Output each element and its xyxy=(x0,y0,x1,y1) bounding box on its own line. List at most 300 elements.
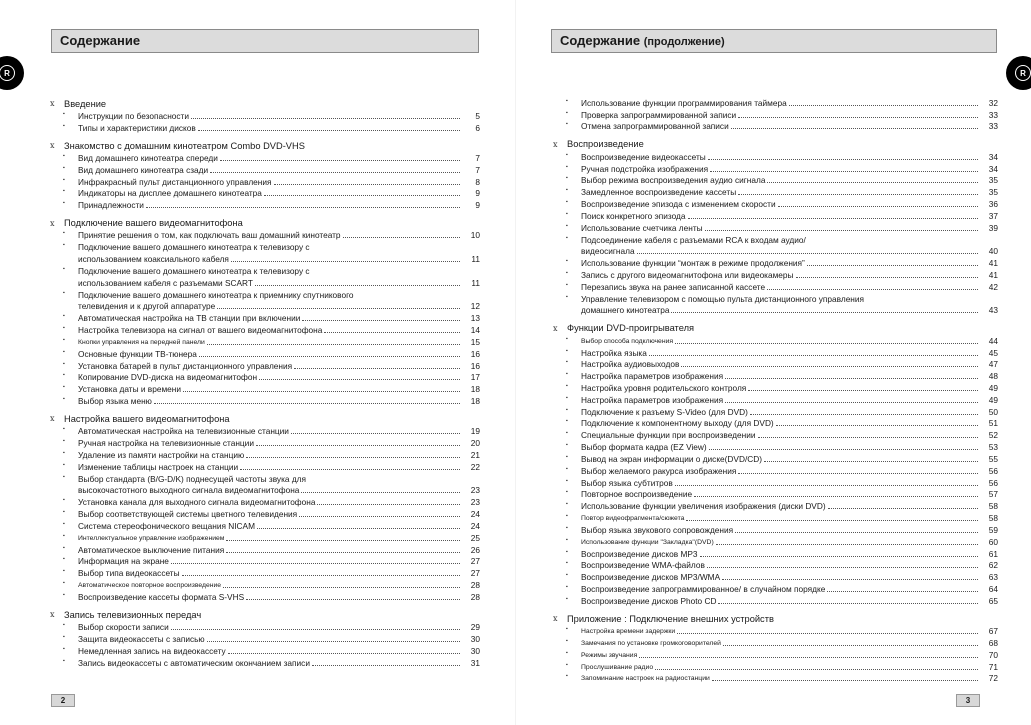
entry-page-number: 61 xyxy=(988,548,998,559)
section-title-label: Введение xyxy=(64,98,107,109)
toc-entry[interactable] xyxy=(63,567,480,579)
entry-label: Повтор видеофрагмента/сюжета xyxy=(581,515,685,523)
section-title xyxy=(553,138,998,151)
entry-page-number: 11 xyxy=(471,254,480,265)
dot-leader xyxy=(807,265,978,266)
dot-leader xyxy=(291,433,460,434)
section-title xyxy=(50,97,480,110)
toc-entry[interactable] xyxy=(63,633,480,645)
dot-leader xyxy=(677,633,978,634)
dot-leader xyxy=(671,312,978,313)
dot-leader xyxy=(324,332,460,333)
toc-entry[interactable] xyxy=(566,441,998,453)
dot-leader xyxy=(758,437,979,438)
entry-bullet-icon: ▪ xyxy=(63,532,65,539)
entry-label: Использование функции увеличения изображения (диски DVD) xyxy=(581,501,826,512)
entry-page-number: 17 xyxy=(470,372,480,383)
dot-leader xyxy=(259,379,460,380)
entry-label: Немедленная запись на видеокассету xyxy=(78,645,226,656)
entry-page-number: 41 xyxy=(988,258,998,269)
toc-entry[interactable] xyxy=(566,210,998,222)
entry-bullet-icon: ▪ xyxy=(566,222,568,229)
entry-label: Повторное воспроизведение xyxy=(581,489,693,500)
entry-label: Установка канала для выходного сигнала видеомагнитофона xyxy=(78,497,316,508)
toc-entry[interactable] xyxy=(63,176,480,188)
toc-entry[interactable] xyxy=(63,188,480,200)
entry-page-number: 56 xyxy=(988,477,998,488)
table-of-contents xyxy=(50,97,480,674)
entry-label: Принятие решения о том, как подключать ваш домашний кинотеатр xyxy=(78,230,341,241)
dot-leader xyxy=(637,253,978,254)
entry-label: Воспроизведение видеокассеты xyxy=(581,151,706,162)
entry-page-number: 39 xyxy=(988,222,998,233)
section-bullet-icon: x xyxy=(553,614,558,624)
section-title-label: Функции DVD-проигрывателя xyxy=(567,323,695,334)
toc-entry-continuation[interactable] xyxy=(78,277,480,289)
dot-leader xyxy=(343,237,460,238)
dot-leader xyxy=(198,130,460,131)
entry-page-number: 71 xyxy=(988,661,998,672)
dot-leader xyxy=(707,567,978,568)
toc-entry[interactable] xyxy=(63,425,480,437)
toc-entry[interactable] xyxy=(566,234,998,246)
entry-bullet-icon: ▪ xyxy=(566,442,568,449)
toc-entry[interactable] xyxy=(63,437,480,449)
entry-label: Автоматическая настройка на ТВ станции при включении xyxy=(78,313,301,324)
entry-page-number: 35 xyxy=(988,187,998,198)
toc-entry[interactable] xyxy=(63,241,480,253)
entry-bullet-icon: ▪ xyxy=(566,560,568,567)
toc-item-list xyxy=(63,425,480,602)
entry-page-number: 14 xyxy=(470,325,480,336)
dot-leader xyxy=(694,496,978,497)
entry-bullet-icon: ▪ xyxy=(566,109,568,116)
toc-entry[interactable] xyxy=(63,579,480,591)
dot-leader xyxy=(228,653,460,654)
dot-leader xyxy=(246,457,460,458)
entry-page-number: 37 xyxy=(988,210,998,221)
dot-leader xyxy=(789,105,978,106)
entry-page-number: 10 xyxy=(470,230,480,241)
dot-leader xyxy=(220,160,460,161)
dot-leader xyxy=(199,356,460,357)
entry-label: Ручная подстройка изображения xyxy=(581,163,709,174)
toc-entry[interactable] xyxy=(63,591,480,603)
toc-entry[interactable] xyxy=(566,418,998,430)
dot-leader xyxy=(796,277,978,278)
entry-label: Воспроизведение дисков Photo CD xyxy=(581,595,717,606)
entry-bullet-icon: ▪ xyxy=(63,242,65,249)
entry-page-number: 52 xyxy=(988,430,998,441)
dot-leader xyxy=(317,504,460,505)
entry-label: Воспроизведение WMA-файлов xyxy=(581,560,705,571)
entry-label: Использование функции “монтаж в режиме продолжения” xyxy=(581,258,805,269)
toc-entry[interactable] xyxy=(63,348,480,360)
toc-entry[interactable] xyxy=(566,97,998,109)
entry-page-number: 36 xyxy=(988,199,998,210)
toc-entry[interactable] xyxy=(566,649,998,661)
section-title xyxy=(553,612,998,625)
entry-label: Интеллектуальное управление изображением xyxy=(78,534,225,542)
dot-leader xyxy=(778,206,978,207)
dot-leader xyxy=(231,261,460,262)
toc-entry[interactable] xyxy=(63,230,480,242)
section-bullet-icon: x xyxy=(553,139,558,149)
entry-page-number: 23 xyxy=(470,497,480,508)
toc-entry[interactable] xyxy=(63,199,480,211)
dot-leader xyxy=(639,657,978,658)
toc-entry[interactable] xyxy=(566,548,998,560)
entry-label: Индикаторы на дисплее домашнего кинотеатра xyxy=(78,188,262,199)
entry-bullet-icon: ▪ xyxy=(566,383,568,389)
entry-bullet-icon: ▪ xyxy=(63,461,65,468)
toc-entry[interactable] xyxy=(63,360,480,372)
toc-item-list xyxy=(63,230,480,407)
entry-page-number: 12 xyxy=(470,301,480,312)
toc-entry[interactable] xyxy=(566,175,998,187)
entry-bullet-icon: ▪ xyxy=(566,97,568,104)
section-title xyxy=(553,322,998,335)
dot-leader xyxy=(705,230,978,231)
dot-leader xyxy=(154,403,460,404)
toc-section xyxy=(553,97,998,132)
entry-page-number: 8 xyxy=(475,176,480,187)
toc-item-list xyxy=(566,97,998,132)
toc-entry[interactable] xyxy=(63,508,480,520)
entry-bullet-icon: ▪ xyxy=(63,544,65,551)
entry-label: Настройка времени задержки xyxy=(581,628,676,636)
toc-entry[interactable] xyxy=(566,370,998,382)
entry-label: Выбор способа подключения xyxy=(581,337,674,345)
entry-bullet-icon: ▪ xyxy=(566,477,568,484)
entry-page-number: 60 xyxy=(988,536,998,547)
toc-entry[interactable] xyxy=(566,477,998,489)
entry-bullet-icon: ▪ xyxy=(566,371,568,378)
toc-entry[interactable] xyxy=(566,382,998,394)
dot-leader xyxy=(735,532,978,533)
entry-label: Инфракрасный пульт дистанционного управления xyxy=(78,176,272,187)
entry-page-number: 16 xyxy=(470,360,480,371)
entry-page-number: 68 xyxy=(988,637,998,648)
toc-entry[interactable] xyxy=(63,372,480,384)
toc-section xyxy=(553,138,998,317)
entry-bullet-icon: ▪ xyxy=(566,637,568,644)
toc-entry[interactable] xyxy=(566,163,998,175)
entry-label: Воспроизведение запрограммированное/ в случайном порядке xyxy=(581,584,826,595)
entry-page-number: 59 xyxy=(988,524,998,535)
entry-bullet-icon: ▪ xyxy=(566,359,568,366)
toc-entry[interactable] xyxy=(566,637,998,649)
entry-page-number: 65 xyxy=(988,595,998,606)
toc-entry[interactable] xyxy=(63,395,480,407)
toc-entry[interactable] xyxy=(566,394,998,406)
page-number: 3 xyxy=(956,694,980,707)
entry-label: Выбор языка меню xyxy=(78,396,152,406)
entry-page-number: 6 xyxy=(475,122,480,133)
toc-entry[interactable] xyxy=(63,152,480,164)
entry-bullet-icon: ▪ xyxy=(566,661,568,668)
entry-bullet-icon: ▪ xyxy=(63,313,65,320)
dot-leader xyxy=(255,285,460,286)
entry-bullet-icon: ▪ xyxy=(566,258,568,265)
table-of-contents xyxy=(553,97,998,690)
toc-entry[interactable] xyxy=(63,657,480,669)
entry-bullet-icon: ▪ xyxy=(63,520,65,527)
toc-entry[interactable] xyxy=(566,281,998,293)
entry-label: Система стереофонического вещания NICAM xyxy=(78,520,255,531)
entry-page-number: 28 xyxy=(470,579,480,590)
toc-entry[interactable] xyxy=(566,186,998,198)
dot-leader xyxy=(312,665,460,666)
dot-leader xyxy=(725,378,978,379)
dot-leader xyxy=(207,344,460,345)
toc-entry[interactable] xyxy=(566,429,998,441)
entry-bullet-icon: ▪ xyxy=(566,673,568,680)
dot-leader xyxy=(257,528,460,529)
entry-label: Перезапись звука на ранее записанной кассете xyxy=(581,281,766,292)
entry-bullet-icon: ▪ xyxy=(63,645,65,652)
toc-section xyxy=(50,412,480,602)
toc-entry[interactable] xyxy=(63,383,480,395)
toc-entry-continuation[interactable] xyxy=(78,253,480,265)
entry-bullet-icon: ▪ xyxy=(566,151,568,158)
entry-label: Управление телевизором с помощью пульта дистанционного управления xyxy=(581,293,865,304)
toc-entry[interactable] xyxy=(63,110,480,122)
entry-page-number: 50 xyxy=(988,406,998,417)
toc-entry[interactable] xyxy=(566,512,998,524)
entry-label: Типы и характеристики дисков xyxy=(78,122,196,133)
section-bullet-icon: x xyxy=(50,610,55,620)
dot-leader xyxy=(217,308,460,309)
entry-label: Автоматическая настройка на телевизионные станции xyxy=(78,426,289,437)
entry-page-number: 35 xyxy=(988,175,998,186)
dot-leader xyxy=(299,516,460,517)
dot-leader xyxy=(226,540,460,541)
dot-leader xyxy=(686,520,978,521)
entry-bullet-icon: ▪ xyxy=(566,453,568,460)
entry-bullet-icon: ▪ xyxy=(63,265,65,272)
entry-page-number: 30 xyxy=(470,633,480,644)
toc-entry[interactable] xyxy=(63,164,480,176)
entry-label: Удаление из памяти настройки на станцию xyxy=(78,449,245,460)
toc-entry-continuation[interactable] xyxy=(78,301,480,313)
toc-entry[interactable] xyxy=(566,625,998,637)
toc-entry[interactable] xyxy=(566,489,998,501)
toc-entry[interactable] xyxy=(566,121,998,133)
entry-label: Инструкции по безопасности xyxy=(78,110,189,121)
dot-leader xyxy=(226,552,460,553)
dot-leader xyxy=(146,207,460,208)
toc-entry[interactable] xyxy=(566,293,998,305)
entry-page-number: 63 xyxy=(988,572,998,583)
entry-page-number: 53 xyxy=(988,442,998,453)
dot-leader xyxy=(731,128,978,129)
entry-page-number: 19 xyxy=(470,426,480,437)
toc-item-list xyxy=(566,335,998,607)
entry-page-number: 67 xyxy=(988,626,998,637)
toc-entry[interactable] xyxy=(63,265,480,277)
toc-entry[interactable] xyxy=(566,359,998,371)
toc-entry[interactable] xyxy=(63,496,480,508)
toc-entry[interactable] xyxy=(566,661,998,673)
entry-bullet-icon: ▪ xyxy=(566,175,568,182)
entry-label: Воспроизведение дисков MP3 xyxy=(581,548,698,559)
entry-page-number: 42 xyxy=(988,281,998,292)
dot-leader xyxy=(828,508,978,509)
toc-entry[interactable] xyxy=(63,122,480,134)
toc-section xyxy=(553,612,998,684)
dot-leader xyxy=(827,591,978,592)
entry-page-number: 29 xyxy=(470,622,480,633)
entry-bullet-icon: ▪ xyxy=(566,163,568,170)
entry-label: Кнопки управления на передней панели xyxy=(78,338,205,346)
entry-label: Воспроизведение эпизода с изменением скорости xyxy=(581,199,776,210)
toc-entry[interactable] xyxy=(566,595,998,607)
toc-entry[interactable] xyxy=(566,335,998,347)
toc-entry[interactable] xyxy=(566,222,998,234)
entry-bullet-icon: ▪ xyxy=(63,556,65,563)
entry-bullet-icon: ▪ xyxy=(566,524,568,531)
toc-entry[interactable] xyxy=(63,461,480,473)
entry-label: Режимы звучания xyxy=(581,651,638,659)
toc-section xyxy=(553,322,998,607)
entry-bullet-icon: ▪ xyxy=(566,536,568,543)
entry-page-number: 48 xyxy=(988,371,998,382)
toc-entry[interactable] xyxy=(566,560,998,572)
entry-label: Использование функции "Закладка"(DVD) xyxy=(581,538,714,546)
dot-leader xyxy=(748,390,978,391)
toc-entry[interactable] xyxy=(566,347,998,359)
toc-entry[interactable] xyxy=(566,109,998,121)
toc-entry[interactable] xyxy=(566,583,998,595)
region-badge-icon: R xyxy=(0,56,24,90)
entry-page-number: 56 xyxy=(988,465,998,476)
dot-leader xyxy=(776,425,978,426)
entry-bullet-icon: ▪ xyxy=(63,152,65,159)
toc-entry[interactable] xyxy=(63,324,480,336)
entry-page-number: 9 xyxy=(475,188,480,199)
entry-page-number: 49 xyxy=(988,394,998,405)
entry-page-number: 21 xyxy=(470,449,480,460)
entry-bullet-icon: ▪ xyxy=(63,497,65,504)
entry-label: Замечания по установке громкоговорителей xyxy=(581,639,721,647)
toc-entry[interactable] xyxy=(566,524,998,536)
toc-entry[interactable] xyxy=(566,406,998,418)
entry-page-number: 58 xyxy=(988,513,998,524)
entry-page-number: 16 xyxy=(470,348,480,359)
dot-leader xyxy=(246,599,460,600)
dot-leader xyxy=(675,485,978,486)
toc-entry[interactable] xyxy=(566,673,998,685)
toc-entry[interactable] xyxy=(63,473,480,485)
entry-bullet-icon: ▪ xyxy=(566,595,568,602)
entry-bullet-icon: ▪ xyxy=(566,347,568,354)
section-title-label: Знакомство с домашним кинотеатром Combo DVD-VHS xyxy=(64,140,305,151)
toc-entry[interactable] xyxy=(63,544,480,556)
section-bullet-icon: x xyxy=(50,218,55,228)
section-title xyxy=(50,139,480,152)
dot-leader xyxy=(171,629,460,630)
entry-page-number: 27 xyxy=(470,568,480,579)
toc-entry-continuation[interactable] xyxy=(581,305,998,317)
toc-entry-continuation[interactable] xyxy=(78,485,480,497)
entry-page-number: 32 xyxy=(988,97,998,108)
entry-page-number: 34 xyxy=(988,163,998,174)
entry-label: Копирование DVD-диска на видеомагнитофон xyxy=(78,372,258,383)
dot-leader xyxy=(264,195,460,196)
entry-bullet-icon: ▪ xyxy=(63,449,65,456)
toc-entry[interactable] xyxy=(566,571,998,583)
entry-bullet-icon: ▪ xyxy=(63,348,65,355)
entry-bullet-icon: ▪ xyxy=(566,121,568,128)
entry-bullet-icon: ▪ xyxy=(566,335,568,342)
entry-page-number: 41 xyxy=(988,269,998,280)
toc-entry[interactable] xyxy=(566,151,998,163)
entry-page-number: 49 xyxy=(988,383,998,393)
entry-label: Выбор режима воспроизведения аудио сигнала xyxy=(581,175,766,186)
header-title: Содержание xyxy=(60,33,141,48)
toc-entry[interactable] xyxy=(63,621,480,633)
entry-label: Вид домашнего кинотеатра сзади xyxy=(78,164,209,175)
entry-page-number: 27 xyxy=(470,556,480,567)
dot-leader xyxy=(655,669,978,670)
entry-bullet-icon: ▪ xyxy=(63,325,65,332)
entry-label: Установка батарей в пульт дистанционного управления xyxy=(78,360,293,371)
entry-page-number: 15 xyxy=(470,336,480,347)
entry-label: Подключение вашего домашнего кинотеатра к приемнику спутникового xyxy=(78,289,354,300)
entry-bullet-icon: ▪ xyxy=(63,591,65,598)
entry-label: Выбор скорости записи xyxy=(78,622,169,633)
toc-entry[interactable] xyxy=(63,289,480,301)
toc-entry[interactable] xyxy=(63,556,480,568)
entry-label-continued: использованием кабеля с разъемами SCART xyxy=(78,277,253,288)
toc-entry[interactable] xyxy=(63,520,480,532)
entry-label: Выбор языка звукового сопровождения xyxy=(581,524,734,535)
dot-leader xyxy=(210,172,460,173)
toc-entry[interactable] xyxy=(566,198,998,210)
entry-page-number: 58 xyxy=(988,501,998,512)
entry-page-number: 9 xyxy=(475,200,480,211)
entry-bullet-icon: ▪ xyxy=(63,473,65,480)
section-bullet-icon: x xyxy=(50,141,55,151)
toc-entry[interactable] xyxy=(566,536,998,548)
entry-label: Выбор стандарта (B/G-D/K) поднесущей частоты звука для xyxy=(78,473,306,484)
toc-entry[interactable] xyxy=(63,449,480,461)
toc-entry[interactable] xyxy=(566,500,998,512)
toc-entry[interactable] xyxy=(63,532,480,544)
entry-label: Проверка запрограммированной записи xyxy=(581,109,737,120)
entry-page-number: 23 xyxy=(470,485,480,496)
entry-label: Выбор соответствующей системы цветного телевидения xyxy=(78,509,298,520)
section-bullet-icon: x xyxy=(553,323,558,333)
left-page xyxy=(0,0,515,725)
toc-entry[interactable] xyxy=(566,453,998,465)
entry-label: Прослушивание радио xyxy=(581,663,654,671)
toc-entry[interactable] xyxy=(63,645,480,657)
toc-entry[interactable] xyxy=(63,336,480,348)
toc-section xyxy=(50,608,480,668)
entry-bullet-icon: ▪ xyxy=(566,418,568,425)
toc-entry-continuation[interactable] xyxy=(581,246,998,258)
toc-entry[interactable] xyxy=(566,257,998,269)
toc-entry[interactable] xyxy=(63,312,480,324)
entry-page-number: 70 xyxy=(988,649,998,660)
toc-entry[interactable] xyxy=(566,269,998,281)
entry-label: Воспроизведение дисков MP3/WMA xyxy=(581,572,721,583)
entry-bullet-icon: ▪ xyxy=(63,360,65,367)
toc-entry[interactable] xyxy=(566,465,998,477)
entry-bullet-icon: ▪ xyxy=(63,384,65,391)
